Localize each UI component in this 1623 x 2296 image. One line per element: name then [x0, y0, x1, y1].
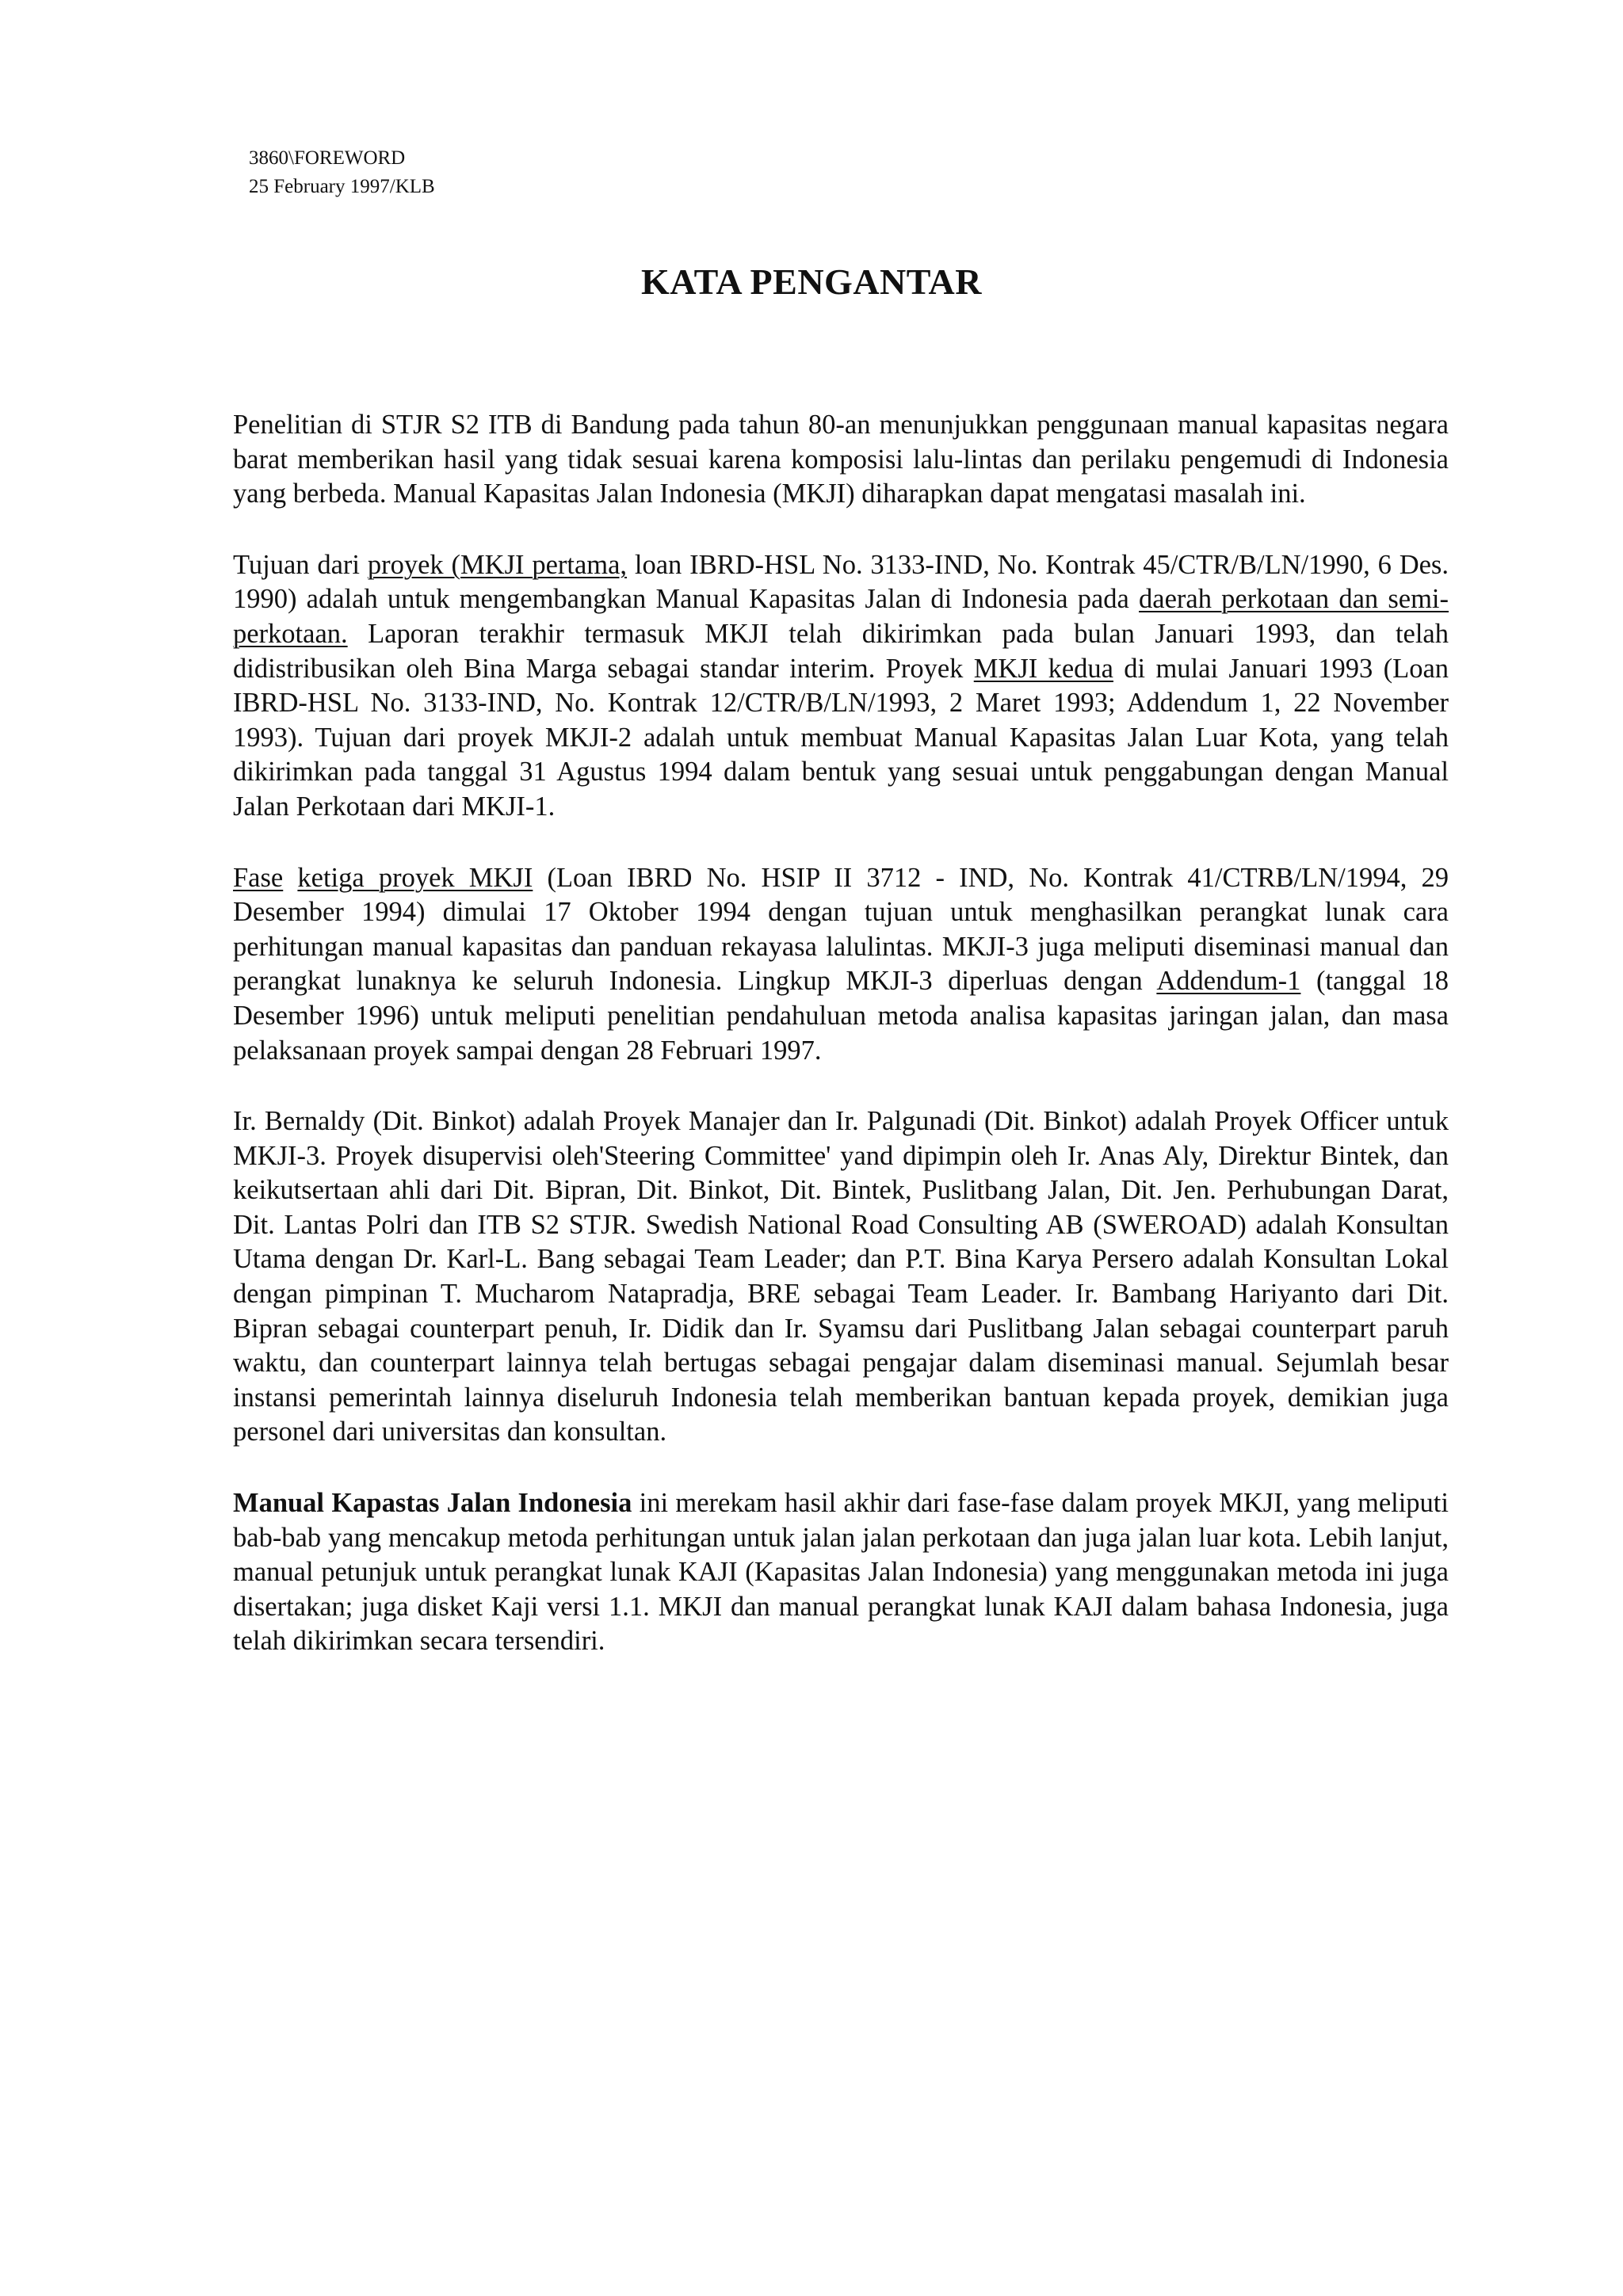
- paragraph-4: [233, 1104, 1449, 1450]
- underlined-phrase-proyek-mkji-pertama: proyek (MKJI pertama,: [367, 549, 628, 580]
- document-date: 25 February 1997/KLB: [249, 176, 435, 197]
- bold-phrase-manual-title: Manual Kapastas Jalan Indonesia: [233, 1488, 632, 1519]
- paragraph-2-text-c: Laporan terakhir termasuk MKJI telah dikirimkan pada bulan Januari 1993, dan telah didistribusikan oleh Bina Marga sebagai standar interim. Proyek: [233, 618, 1449, 684]
- underlined-phrase-ketiga-proyek-mkji: ketiga proyek MKJI: [297, 862, 533, 893]
- paragraph-5-text: ini merekam hasil akhir dari fase-fase dalam proyek MKJI, yang meliputi bab-bab yang mencakup metoda perhitungan untuk jalan jalan perkotaan dan juga jalan luar kota. Lebih lanjut, manual petunjuk untuk perangkat lunak KAJI (Kapasitas Jalan Indonesia) yang menggunakan metoda ini juga disertakan; juga disket Kaji versi 1.1. MKJI dan manual perangkat lunak KAJI dalam bahasa Indonesia, juga telah dikirimkan secara tersendiri.: [233, 1488, 1449, 1657]
- paragraph-3-space: [283, 863, 297, 893]
- paragraph-2: [233, 548, 1449, 825]
- paragraph-3: [233, 861, 1449, 1069]
- document-reference: 3860\FOREWORD: [249, 147, 406, 169]
- underlined-phrase-daerah-perkotaan: daerah perkotaan dan semi-perkotaan.: [233, 584, 1449, 649]
- paragraph-2-text-a: Tujuan dari: [233, 549, 368, 580]
- document-body: [233, 408, 1449, 1695]
- document-header: [249, 144, 435, 201]
- underlined-phrase-mkji-kedua: MKJI kedua: [973, 653, 1113, 684]
- underlined-word-fase: Fase: [233, 862, 284, 893]
- underlined-phrase-addendum-1: Addendum-1: [1156, 966, 1301, 997]
- paragraph-1: [233, 408, 1449, 512]
- paragraph-1-text: Penelitian di STJR S2 ITB di Bandung pada tahun 80-an menunjukkan penggunaan manual kapasitas negara barat memberikan hasil yang tidak sesuai karena komposisi lalu-lintas dan perilaku pengemudi di Indonesia yang berbeda. Manual Kapasitas Jalan Indonesia (MKJI) diharapkan dapat mengatasi masalah ini.: [233, 410, 1449, 509]
- paragraph-3-text-a: (Loan IBRD No. HSIP II 3712 - IND, No. Kontrak 41/CTRB/LN/1994, 29 Desember 1994) dimulai 17 Oktober 1994 dengan tujuan untuk menghasilkan perangkat lunak cara perhitungan manual kapasitas dan panduan rekayasa lalulintas. MKJI-3 juga meliputi diseminasi manual dan perangkat lunaknya ke seluruh Indonesia. Lingkup MKJI-3 diperluas dengan: [233, 862, 1449, 997]
- paragraph-2-text-b: loan IBRD-HSL No. 3133-IND, No. Kontrak 45/CTR/B/LN/1990, 6 Des. 1990) adalah untuk mengembangkan Manual Kapasitas Jalan di Indonesia pada: [233, 549, 1449, 615]
- paragraph-3-text-b: (tanggal 18 Desember 1996) untuk meliputi penelitian pendahuluan metoda analisa kapasitas jaringan jalan, dan masa pelaksanaan proyek sampai dengan 28 Februari 1997.: [233, 966, 1449, 1066]
- paragraph-4-text: Ir. Bernaldy (Dit. Binkot) adalah Proyek Manajer dan Ir. Palgunadi (Dit. Binkot) adalah Proyek Officer untuk MKJI-3. Proyek disupervisi oleh'Steering Committee' yand dipimpin oleh Ir. Anas Aly, Direktur Bintek, dan keikutsertaan ahli dari Dit. Bipran, Dit. Binkot, Dit. Bintek, Puslitbang Jalan, Dit. Jen. Perhubungan Darat, Dit. Lantas Polri dan ITB S2 STJR. Swedish National Road Consulting AB (SWEROAD) adalah Konsultan Utama dengan Dr. Karl-L. Bang sebagai Team Leader; dan P.T. Bina Karya Persero adalah Konsultan Lokal dengan pimpinan T. Mucharom Natapradja, BRE sebagai Team Leader. Ir. Bambang Hariyanto dari Dit. Bipran sebagai counterpart penuh, Ir. Didik dan Ir. Syamsu dari Puslitbang Jalan sebagai counterpart paruh waktu, dan counterpart lainnya telah bertugas sebagai pengajar dalam diseminasi manual. Sejumlah besar instansi pemerintah lainnya diseluruh Indonesia telah memberikan bantuan kepada proyek, demikian juga personel dari universitas dan konsultan.: [233, 1106, 1449, 1447]
- paragraph-2-text-d: di mulai Januari 1993 (Loan IBRD-HSL No. 3133-IND, No. Kontrak 12/CTR/B/LN/1993, 2 Maret 1993; Addendum 1, 22 November 1993). Tujuan dari proyek MKJI-2 adalah untuk membuat Manual Kapasitas Jalan Luar Kota, yang telah dikirimkan pada tanggal 31 Agustus 1994 dalam bentuk yang sesuai untuk penggabungan dengan Manual Jalan Perkotaan dari MKJI-1.: [233, 653, 1449, 822]
- paragraph-5: [233, 1486, 1449, 1659]
- page-title: KATA PENGANTAR: [641, 261, 982, 302]
